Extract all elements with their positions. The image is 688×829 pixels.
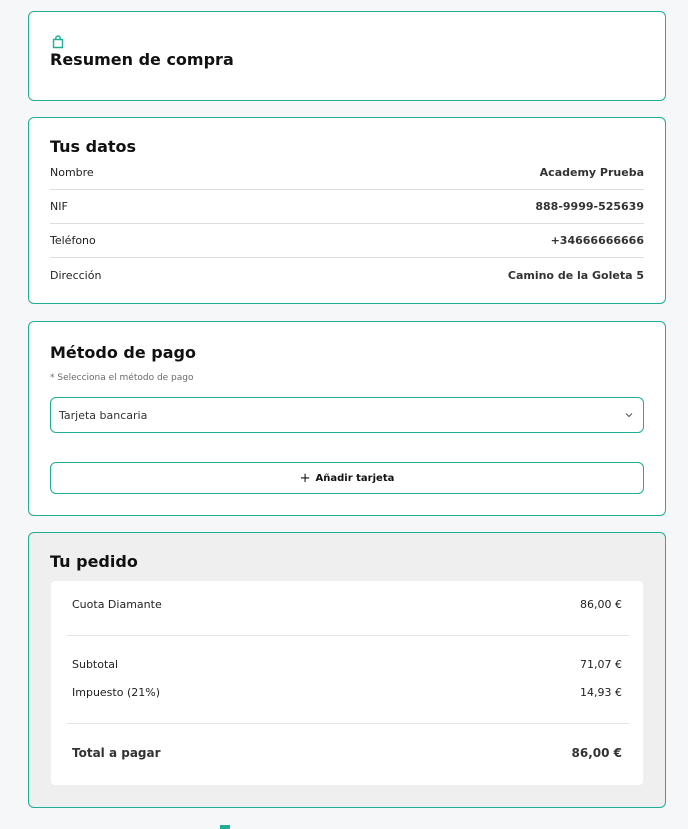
row-label: NIF (50, 200, 68, 213)
data-row-phone (50, 224, 644, 258)
add-card-label: Añadir tarjeta (315, 472, 395, 484)
data-row-name (50, 156, 644, 190)
row-value: Camino de la Goleta 5 (507, 268, 644, 282)
order-summary-panel (51, 581, 643, 785)
plus-icon: + (299, 470, 311, 486)
row-value: 888-9999-525639 (535, 200, 644, 213)
row-label: Dirección (50, 268, 102, 282)
subtotal-label: Subtotal (72, 658, 119, 671)
divider (67, 635, 629, 636)
data-row-nif (50, 190, 644, 224)
row-label: Teléfono (50, 234, 96, 247)
payment-method-selected: Tarjeta bancaria (59, 408, 148, 422)
shopping-bag-icon (51, 35, 65, 49)
order-card (28, 532, 666, 808)
personal-data-card (28, 117, 666, 304)
total-value: 86,00 € (571, 746, 622, 760)
personal-data-list (50, 156, 644, 292)
payment-method-card (28, 321, 666, 516)
chevron-down-icon (624, 410, 634, 420)
tax-row (72, 686, 622, 699)
total-row (72, 746, 622, 760)
summary-title: Resumen de compra (50, 50, 234, 69)
divider (67, 723, 629, 724)
item-price: 86,00 € (580, 598, 622, 611)
tax-label: Impuesto (21%) (72, 686, 160, 699)
summary-card (28, 11, 666, 101)
row-label: Nombre (50, 166, 94, 179)
order-item-row (72, 598, 622, 611)
terms-checkbox[interactable] (220, 825, 230, 829)
payment-method-hint: * Selecciona el método de pago (50, 373, 194, 383)
payment-method-title: Método de pago (50, 343, 196, 362)
personal-data-title: Tus datos (50, 137, 137, 156)
total-label: Total a pagar (72, 746, 161, 760)
payment-method-select[interactable] (50, 397, 644, 433)
add-card-button[interactable] (50, 462, 644, 494)
item-name: Cuota Diamante (72, 598, 162, 611)
data-row-address (50, 258, 644, 292)
order-title: Tu pedido (50, 552, 138, 571)
subtotal-row (72, 658, 622, 671)
row-value: +34666666666 (550, 234, 644, 247)
subtotal-value: 71,07 € (580, 658, 622, 671)
tax-value: 14,93 € (580, 686, 622, 699)
row-value: Academy Prueba (539, 166, 644, 179)
